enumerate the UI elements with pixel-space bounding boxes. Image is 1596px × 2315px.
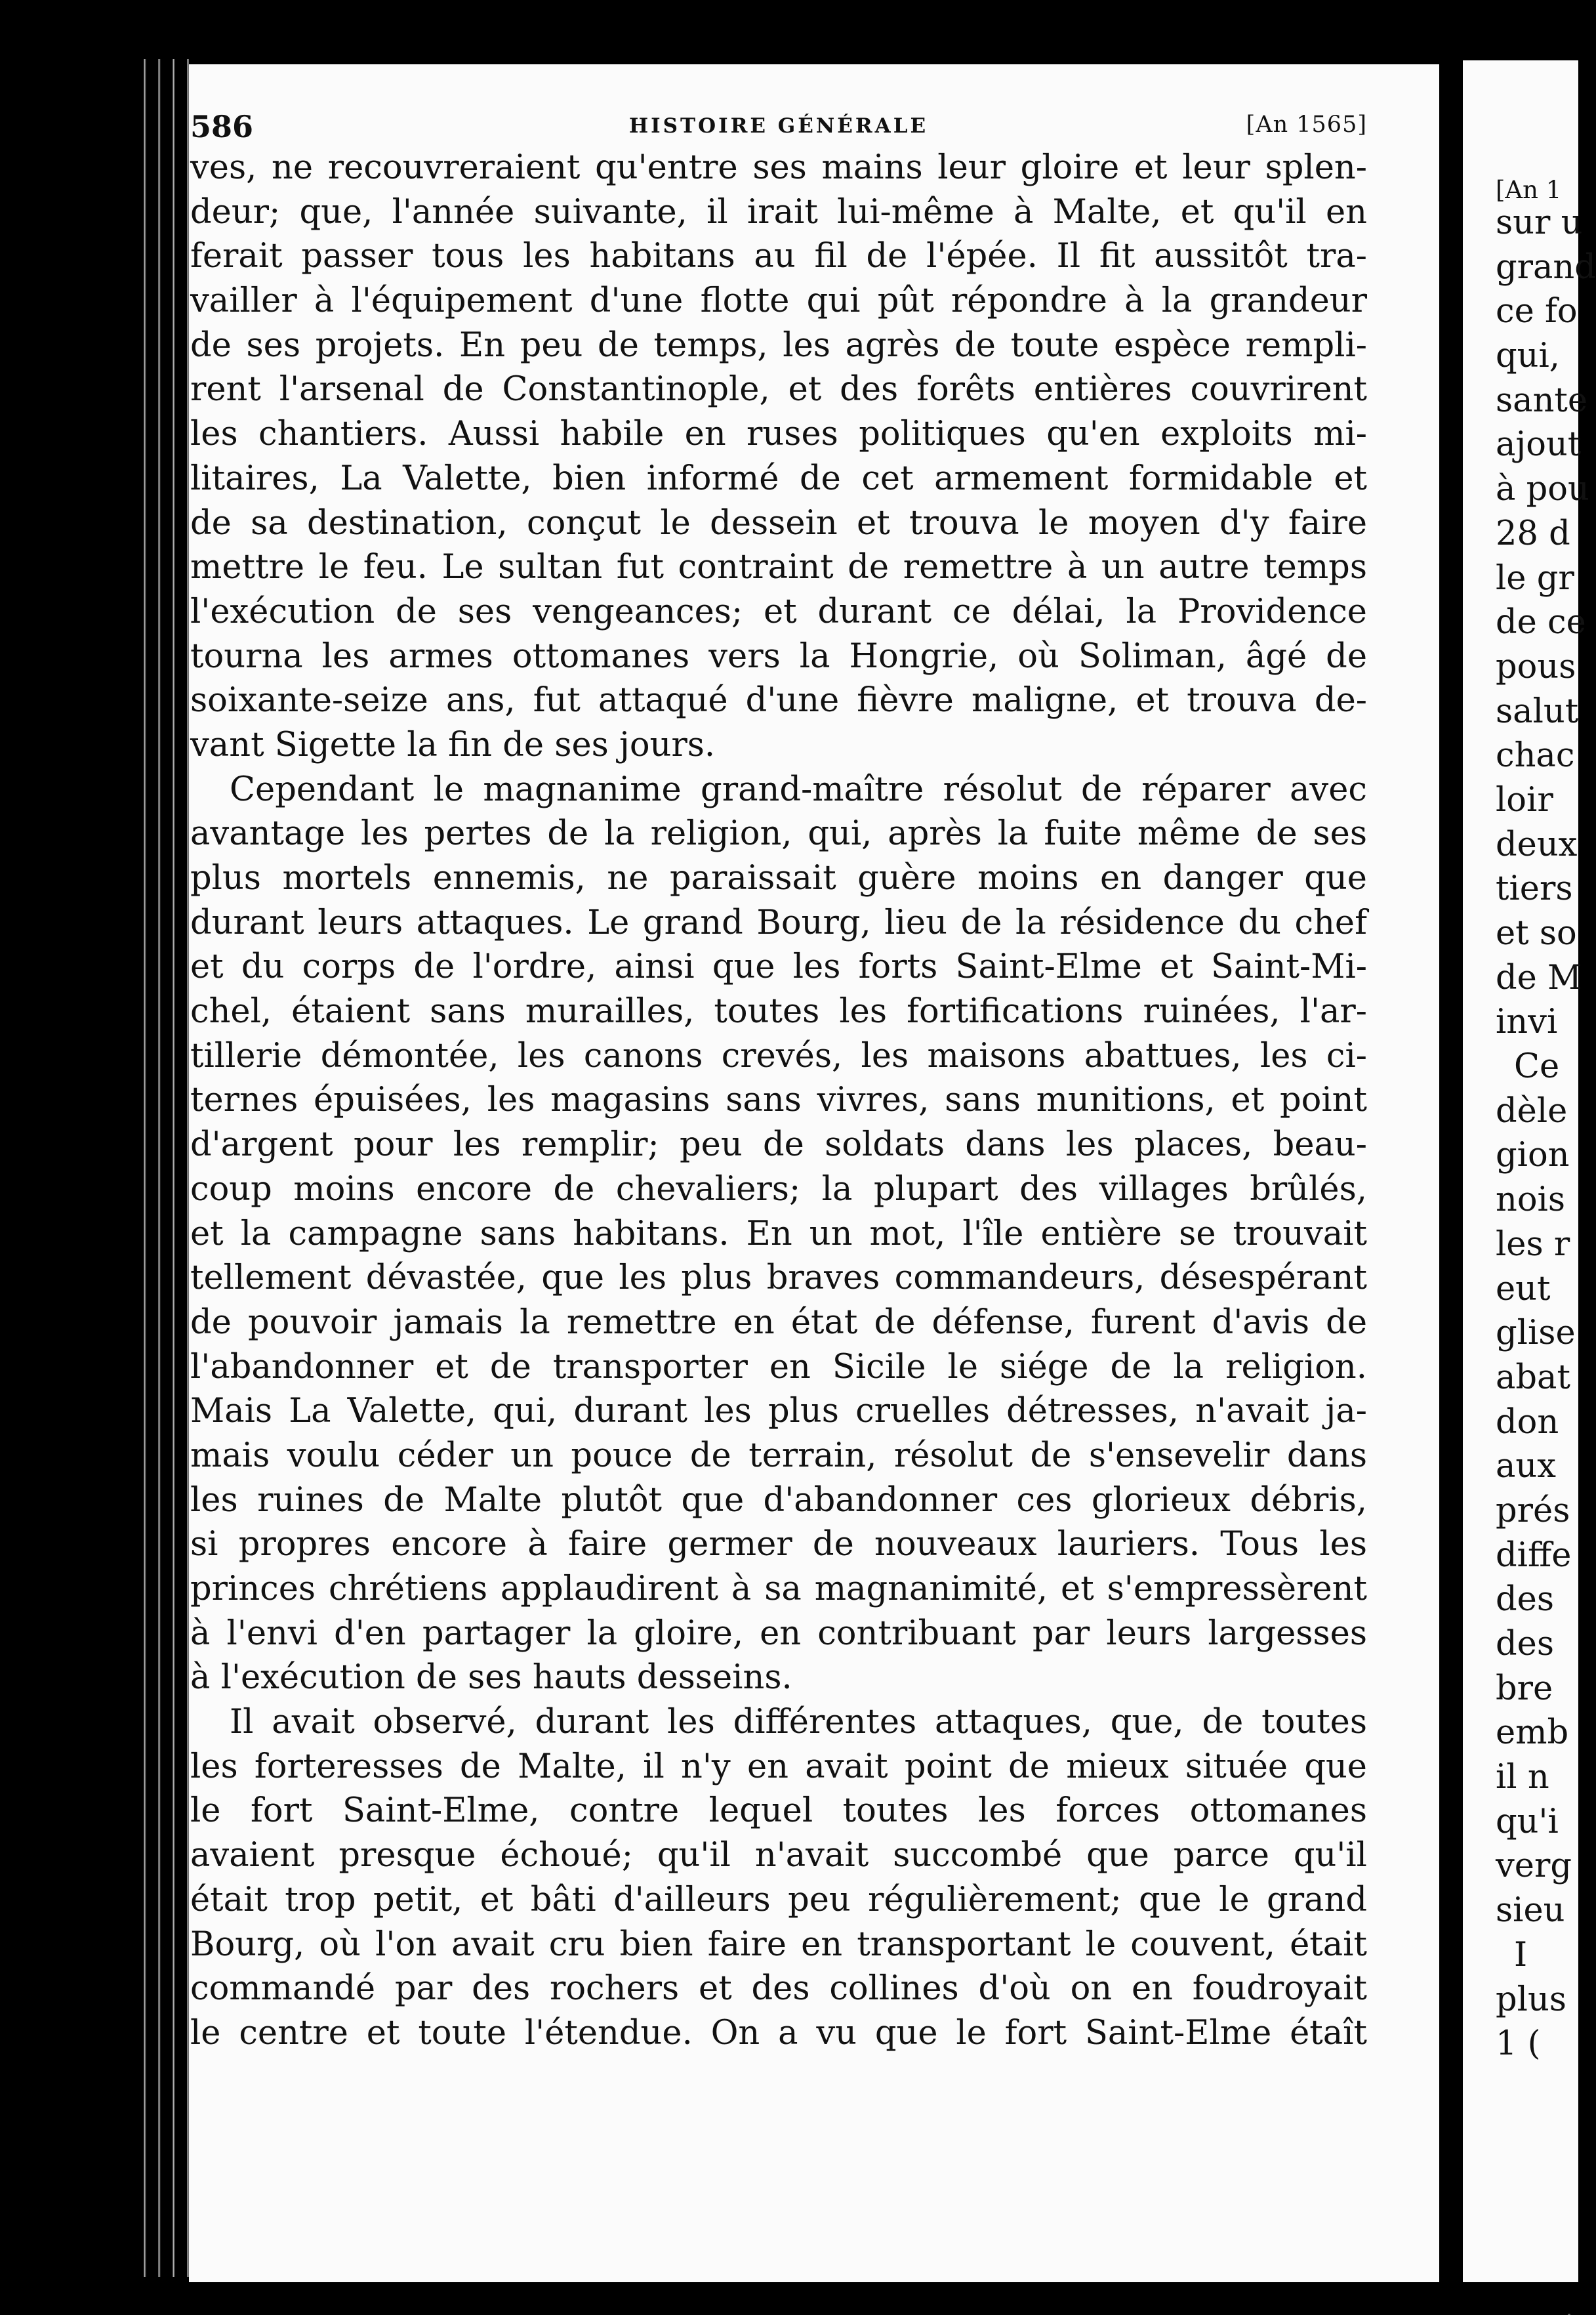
facing-line: diffe — [1496, 1535, 1572, 1575]
running-title: HISTOIRE GÉNÉRALE — [628, 114, 929, 138]
text-line: d'argent pour les remplir; peu de soldats dans les places, beau- — [190, 1125, 1367, 1165]
facing-line: gion — [1496, 1136, 1570, 1175]
text-line: plus mortels ennemis, ne paraissait guère moins en danger que — [190, 859, 1367, 898]
facing-line: ajout — [1496, 425, 1582, 465]
text-line: durant leurs attaques. Le grand Bourg, lieu de la résidence du chef — [190, 903, 1367, 942]
facing-line: loir — [1496, 780, 1553, 820]
text-line: avantage les pertes de la religion, qui, après la fuite même de ses — [190, 814, 1367, 854]
facing-line: le gr — [1496, 558, 1574, 598]
facing-line: il n — [1496, 1758, 1549, 1797]
text-line: et la campagne sans habitans. En un mot, l'île entière se trouvait — [190, 1214, 1367, 1253]
text-line: deur; que, l'année suivante, il irait lui-même à Malte, et qu'il en — [190, 192, 1367, 232]
facing-header-fragment: [An 1 — [1496, 176, 1562, 204]
facing-line: invi — [1496, 1003, 1558, 1042]
text-line: chel, étaient sans murailles, toutes les fortifications ruinées, l'ar- — [190, 992, 1367, 1032]
text-line: les forteresses de Malte, il n'y en avait point de mieux située que — [190, 1747, 1367, 1786]
facing-page-fragment — [1463, 60, 1596, 2282]
page-body — [190, 146, 1367, 2056]
facing-line: emb — [1496, 1713, 1569, 1753]
text-line: de ses projets. En peu de temps, les agrès de toute espèce rempli- — [190, 325, 1367, 365]
text-line: tourna les armes ottomanes vers la Hongrie, où Soliman, âgé de — [190, 636, 1367, 676]
text-line: litaires, La Valette, bien informé de cet armement formidable et — [190, 459, 1367, 498]
text-line: commandé par des rochers et des collines d'où on en foudroyait — [190, 1969, 1367, 2009]
text-line: si propres encore à faire germer de nouveaux lauriers. Tous les — [190, 1525, 1367, 1564]
page-number: 586 — [190, 109, 254, 144]
text-line: les chantiers. Aussi habile en ruses politiques qu'en exploits mi- — [190, 415, 1367, 454]
facing-line: sur u — [1496, 203, 1583, 242]
facing-line: dèle — [1496, 1091, 1568, 1131]
facing-line: grand — [1496, 247, 1596, 287]
facing-line: sieu — [1496, 1891, 1565, 1930]
year-bracket: [An 1565] — [1246, 112, 1367, 138]
facing-line: deux — [1496, 825, 1578, 864]
gutter-shadow — [1439, 0, 1463, 2315]
facing-line: Ce — [1514, 1047, 1560, 1087]
text-line: avaient presque échoué; qu'il n'avait succombé que parce qu'il — [190, 1836, 1367, 1875]
facing-line: de M — [1496, 958, 1582, 997]
text-line: mettre le feu. Le sultan fut contraint de remettre à un autre temps — [190, 548, 1367, 587]
text-line: les ruines de Malte plutôt que d'abandonner ces glorieux débris, — [190, 1480, 1367, 1520]
facing-line: et so — [1496, 914, 1577, 953]
facing-line: eut — [1496, 1269, 1551, 1308]
text-line: rent l'arsenal de Constantinople, et des forêts entières couvrirent — [190, 370, 1367, 409]
facing-line: pous — [1496, 647, 1576, 686]
facing-line: qu'i — [1496, 1802, 1559, 1841]
text-line: princes chrétiens applaudirent à sa magnanimité, et s'empressèrent — [190, 1570, 1367, 1608]
text-line: à l'envi d'en partager la gloire, en contribuant par leurs largesses — [190, 1614, 1367, 1653]
facing-line: qui, — [1496, 337, 1561, 376]
text-line: mais voulu céder un pouce de terrain, résolut de s'ensevelir dans — [190, 1436, 1367, 1475]
facing-line: ce fo — [1496, 292, 1578, 331]
page-edges — [138, 59, 189, 2277]
text-line: vant Sigette la fin de ses jours. — [190, 725, 716, 764]
facing-line: plus — [1496, 1980, 1566, 2019]
facing-line: tiers — [1496, 869, 1573, 909]
facing-line: de ce — [1496, 603, 1586, 642]
facing-text — [1496, 201, 1596, 2066]
facing-line: abat — [1496, 1358, 1570, 1397]
facing-line: des — [1496, 1625, 1555, 1663]
text-line: l'exécution de ses vengeances; et durant ce délai, la Providence — [190, 592, 1367, 631]
text-line: soixante-seize ans, fut attaqué d'une fièvre maligne, et trouva de- — [190, 681, 1367, 720]
text-line: le fort Saint-Elme, contre lequel toutes les forces ottomanes — [190, 1791, 1367, 1831]
text-line: de sa destination, conçut le dessein et trouva le moyen d'y faire — [190, 503, 1367, 543]
facing-line: à pou — [1496, 470, 1589, 509]
text-line: et du corps de l'ordre, ainsi que les forts Saint-Elme et Saint-Mi- — [190, 948, 1367, 987]
facing-line: les r — [1496, 1224, 1570, 1264]
text-line: le centre et toute l'étendue. On a vu que le fort Saint-Elme étaît — [190, 2013, 1367, 2053]
facing-line: don — [1496, 1402, 1559, 1442]
text-line: ternes épuisées, les magasins sans vivres, sans munitions, et point — [190, 1081, 1367, 1120]
facing-line: nois — [1496, 1180, 1566, 1220]
facing-line: prés — [1496, 1491, 1570, 1530]
text-line: Cependant le magnanime grand-maître résolut de réparer avec — [230, 770, 1367, 809]
facing-line: des — [1496, 1580, 1555, 1619]
text-line: tillerie démontée, les canons crevés, les maisons abattues, les ci- — [190, 1036, 1367, 1075]
facing-line: I — [1514, 1935, 1528, 1974]
text-line: l'abandonner et de transporter en Sicile le siége de la religion. — [190, 1347, 1367, 1387]
text-line: de pouvoir jamais la remettre en état de défense, furent d'avis de — [190, 1303, 1367, 1342]
facing-line: aux — [1496, 1447, 1557, 1486]
facing-line: verg — [1496, 1846, 1572, 1886]
facing-line: glise — [1496, 1314, 1576, 1353]
text-line: vailler à l'équipement d'une flotte qui pût répondre à la grandeur — [190, 282, 1367, 321]
text-line: Il avait observé, durant les différentes attaques, que, de toutes — [230, 1703, 1367, 1742]
text-line: ferait passer tous les habitans au fil de l'épée. Il fit aussitôt tra- — [190, 237, 1367, 276]
text-line: était trop petit, et bâti d'ailleurs peu régulièrement; que le grand — [190, 1880, 1367, 1919]
text-line: Mais La Valette, qui, durant les plus cruelles détresses, n'avait ja- — [190, 1392, 1367, 1431]
text-line: coup moins encore de chevaliers; la plupart des villages brûlés, — [190, 1169, 1367, 1209]
facing-line: salut — [1496, 692, 1579, 731]
text-line: Bourg, où l'on avait cru bien faire en transportant le couvent, était — [190, 1925, 1367, 1964]
facing-line: bre — [1496, 1669, 1553, 1708]
text-line: ves, ne recouvreraient qu'entre ses mains leur gloire et leur splen- — [190, 148, 1367, 187]
facing-line: chac — [1496, 736, 1575, 776]
facing-line: 1 ( — [1496, 2024, 1541, 2064]
facing-line: 28 d — [1496, 514, 1570, 553]
text-line: tellement dévastée, que les plus braves commandeurs, désespérant — [190, 1259, 1367, 1298]
text-line: à l'exécution de ses hauts desseins. — [190, 1658, 792, 1698]
facing-line: sante — [1496, 381, 1588, 420]
